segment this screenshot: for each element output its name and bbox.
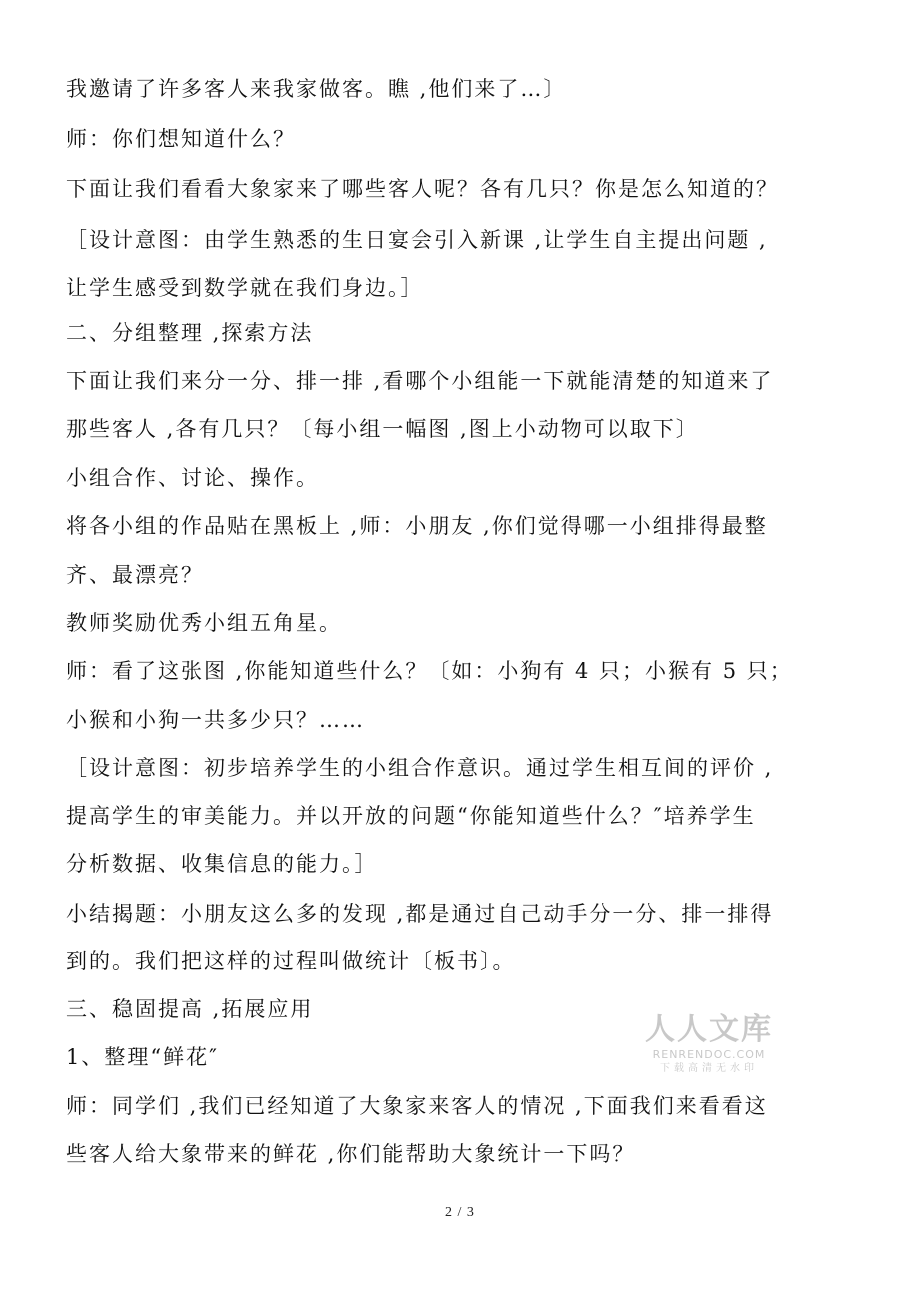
text-line: 齐、最漂亮？ — [66, 563, 204, 587]
text-line: 师：你们想知道什么？ — [66, 127, 296, 151]
text-line: ［设计意图：由学生熟悉的生日宴会引入新课 ,让学生自主提出问题 , — [66, 228, 768, 252]
text-line: 那些客人 ,各有几只？〔每小组一幅图 ,图上小动物可以取下〕 — [66, 417, 699, 441]
text-line: 1、整理“鲜花″ — [66, 1045, 219, 1069]
text-line: 师：同学们 ,我们已经知道了大象家来客人的情况 ,下面我们来看看这 — [66, 1094, 768, 1118]
text-line: 教师奖励优秀小组五角星。 — [66, 611, 342, 635]
page-number: 2 / 3 — [445, 1205, 475, 1220]
watermark-title: 人人文库 — [645, 1012, 773, 1047]
section-heading: 二、分组整理 ,探索方法 — [66, 321, 314, 345]
text-line: 分析数据、收集信息的能力。］ — [66, 852, 378, 876]
text-line: 将各小组的作品贴在黑板上 ,师：小朋友 ,你们觉得哪一小组排得最整 — [66, 514, 768, 538]
text-line: 些客人给大象带来的鲜花 ,你们能帮助大象统计一下吗？ — [66, 1142, 636, 1166]
watermark-site: RENRENDOC.COM — [652, 1048, 766, 1061]
text-line: 我邀请了许多客人来我家做客。瞧 ,他们来了…〕 — [66, 77, 567, 101]
watermark-logo — [644, 1012, 774, 1076]
text-line: 小组合作、讨论、操作。 — [66, 466, 319, 490]
watermark-subtitle: 下载高清无水印 — [660, 1063, 758, 1074]
text-line: 到的。我们把这样的过程叫做统计〔板书〕。 — [66, 949, 516, 973]
text-line: 师：看了这张图 ,你能知道些什么？〔如：小狗有 4 只；小猴有 5 只； — [66, 659, 793, 683]
section-heading: 三、稳固提高 ,拓展应用 — [66, 997, 314, 1021]
text-line: ［设计意图：初步培养学生的小组合作意识。通过学生相互间的评价 , — [66, 756, 774, 780]
text-line: 小猴和小狗一共多少只？…… — [66, 708, 365, 732]
text-line: 提高学生的审美能力。并以开放的问题“你能知道些什么？″培养学生 — [66, 804, 756, 828]
text-line: 小结揭题：小朋友这么多的发现 ,都是通过自己动手分一分、排一排得 — [66, 902, 774, 926]
text-line: 下面让我们来分一分、排一排 ,看哪个小组能一下就能清楚的知道来了 — [66, 369, 774, 393]
text-line: 让学生感受到数学就在我们身边。］ — [66, 276, 424, 300]
text-line: 下面让我们看看大象家来了哪些客人呢？各有几只？你是怎么知道的？ — [66, 177, 779, 201]
